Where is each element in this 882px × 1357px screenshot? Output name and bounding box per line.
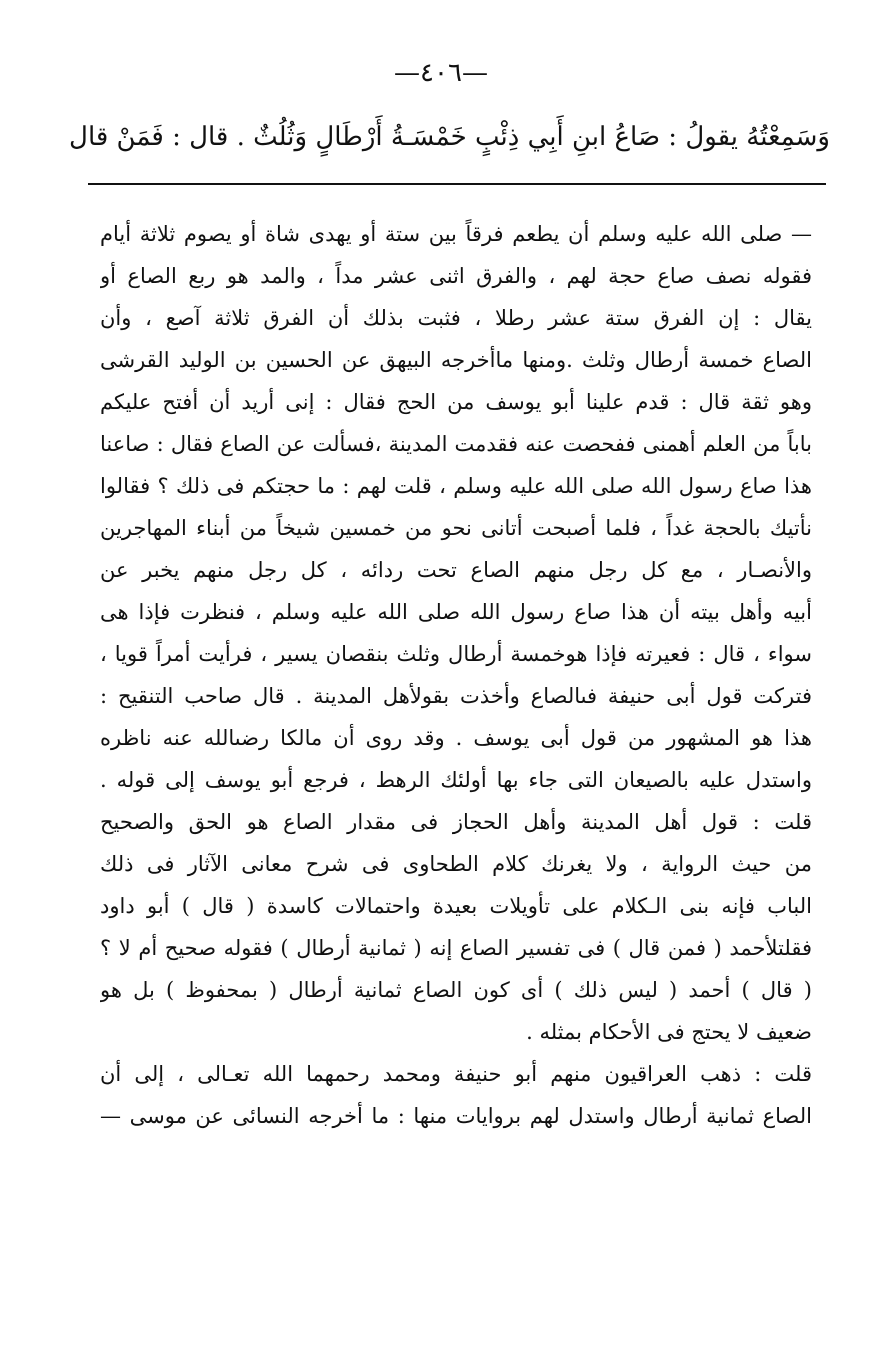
- text-line: وهو ثقة قال : قدم علينا أبو يوسف من الحج فقال : إنى أريد أن أفتح عليكم: [100, 390, 812, 414]
- text-line: فقوله نصف صاع حجة لهم ، والفرق اثنى عشر مداً ، والمد هو ربع الصاع أو: [100, 264, 812, 288]
- text-line: سواء ، قال : فعيرته فإذا هوخمسة أرطال وثلث بنقصان يسير ، فرأيت أمراً قويا ،: [100, 642, 812, 666]
- text-line: الصاع ثمانية أرطال واستدل لهم بروايات منها : ما أخرجه النسائى عن موسى —: [100, 1104, 812, 1128]
- text-line: والأنصـار ، مع كل رجل منهم الصاع تحت ردائه ، كل رجل منهم يخبر عن: [100, 558, 812, 582]
- hadith-text-line: وَسَمِعْتُهُ يقولُ : صَاعُ ابنِ أَبِي ذِئْبٍ خَمْسَـةُ أَرْطَالٍ وَثُلُثٌ . قال : فَمَنْ قال: [69, 122, 830, 152]
- text-line: فقلتلأحمد ( فمن قال ) فى تفسير الصاع إنه ( ثمانية أرطال ) فقوله صحيح أم لا ؟: [100, 936, 812, 960]
- footnote-separator-rule: [88, 183, 826, 185]
- text-line: واستدل عليه بالصيعان التى جاء بها أولئك الرهط ، فرجع أبو يوسف إلى قوله .: [100, 768, 812, 792]
- text-line: قلت : قول أهل المدينة وأهل الحجاز فى مقدار الصاع هو الحق والصحيح: [100, 810, 812, 834]
- text-line: — صلى الله عليه وسلم أن يطعم فرقاً بين ستة أو يهدى شاة أو يصوم ثلاثة أيام: [100, 222, 812, 246]
- text-line: فتركت قول أبى حنيفة فىالصاع وأخذت بقولأهل المدينة . قال صاحب التنقيح :: [100, 684, 812, 708]
- footnote-text-block: [100, 213, 812, 1137]
- text-line: هذا هو المشهور من قول أبى يوسف . وقد روى أن مالكا رضىالله عنه ناظره: [100, 726, 812, 750]
- text-line: باباً من العلم أهمنى ففحصت عنه فقدمت المدينة ،فسألت عن الصاع فقال : صاعنا: [100, 432, 812, 456]
- text-line: ( قال ) أحمد ( ليس ذلك ) أى كون الصاع ثمانية أرطال ( بمحفوظ ) بل هو: [100, 978, 812, 1002]
- text-line: من حيث الرواية ، ولا يغرنك كلام الطحاوى فى شرح معانى الآثار فى ذلك: [100, 852, 812, 876]
- text-line: الصاع خمسة أرطال وثلث .ومنها ماأخرجه البيهق عن الحسين بن الوليد القرشى: [100, 348, 812, 372]
- text-line: ضعيف لا يحتج فى الأحكام بمثله .: [526, 1020, 812, 1044]
- text-line: أبيه وأهل بيته أن هذا صاع رسول الله صلى الله عليه وسلم ، فنظرت فإذا هى: [100, 600, 812, 624]
- text-line: قلت : ذهب العراقيون منهم أبو حنيفة ومحمد رحمهما الله تعـالى ، إلى أن: [100, 1062, 812, 1086]
- text-line: هذا صاع رسول الله صلى الله عليه وسلم ، قلت لهم : ما حجتكم فى ذلك ؟ فقالوا: [100, 474, 812, 498]
- text-line: نأتيك بالحجة غداً ، فلما أصبحت أتانى نحو من خمسين شيخاً من أبناء المهاجرين: [100, 516, 812, 540]
- text-line: يقال : إن الفرق ستة عشر رطلا ، فثبت بذلك أن الفرق ثلاثة آصع ، وأن: [100, 306, 812, 330]
- text-line: الباب فإنه بنى الـكلام على تأويلات بعيدة واحتمالات كاسدة ( قال ) أبو داود: [100, 894, 812, 918]
- page-number: —٤٠٦—: [394, 58, 488, 88]
